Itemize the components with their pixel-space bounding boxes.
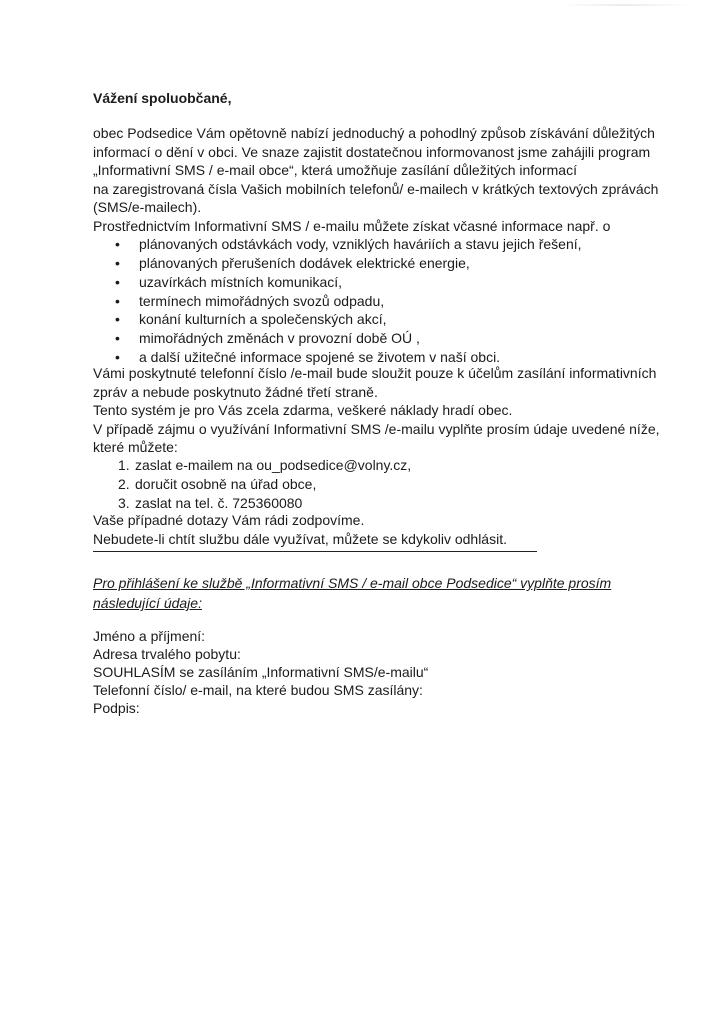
form-field-signature: Podpis:: [93, 700, 140, 716]
body-line: Tento systém je pro Vás zcela zdarma, veškeré náklady hradí obec.: [93, 402, 513, 418]
bullet-text: termínech mimořádných svozů odpadu,: [139, 293, 385, 309]
body-line: Vámi poskytnuté telefonní číslo /e-mail bude sloužit pouze k účelům zasílání informativních: [93, 365, 657, 381]
intro-line: „Informativní SMS / e-mail obce“, která umožňuje zasílání důležitých informací: [93, 162, 577, 178]
form-field-address: Adresa trvalého pobytu:: [93, 646, 241, 662]
bullet-list-item: [115, 235, 582, 254]
bullet-icon: •: [115, 330, 120, 346]
closing-line: Vaše případné dotazy Vám rádi zodpovíme.: [93, 512, 365, 528]
bullet-text: plánovaných přerušeních dodávek elektrické energie,: [139, 255, 470, 271]
bullet-text: a další užitečné informace spojené se životem v naší obci.: [139, 349, 501, 365]
intro-line: informací o dění v obci. Ve snaze zajistit dostatečnou informovanost jsme zahájili program: [93, 144, 651, 160]
bullet-text: uzavírkách místních komunikací,: [139, 274, 343, 290]
body-line: které můžete:: [93, 439, 178, 455]
scan-artifact: [560, 4, 690, 6]
form-heading: Pro přihlášení ke službě „Informativní SMS / e-mail obce Podsedice“ vyplňte prosím: [93, 575, 612, 591]
form-field-consent: SOUHLASÍM se zasíláním „Informativní SMS/e-mailu“: [93, 664, 429, 680]
list-text: zaslat e-mailem na ou_podsedice@volny.cz,: [135, 457, 412, 473]
bullet-list-item: [115, 329, 420, 348]
intro-line: na zaregistrovaná čísla Vašich mobilních telefonů/ e-mailech v krátkých textových zprávách: [93, 181, 659, 197]
bullet-list-item: [115, 273, 342, 292]
numbered-list-item: [118, 456, 411, 475]
separator-line: [93, 551, 537, 552]
bullet-icon: •: [115, 255, 120, 271]
intro-line: obec Podsedice Vám opětovně nabízí jednoduchý a pohodlný způsob získávání důležitých: [93, 125, 655, 141]
numbered-list-item: [118, 475, 316, 494]
bullet-icon: •: [115, 293, 120, 309]
closing-line: Nebudete-li chtít službu dále využívat, můžete se kdykoliv odhlásit.: [93, 531, 507, 547]
form-heading: následující údaje:: [93, 595, 202, 611]
bullet-list-item: [115, 292, 384, 311]
list-number: 1.: [118, 457, 130, 473]
bullet-icon: •: [115, 236, 120, 252]
bullet-list-item: [115, 310, 386, 329]
greeting: Vážení spoluobčané,: [93, 90, 232, 106]
body-line: V případě zájmu o využívání Informativní SMS /e-mailu vyplňte prosím údaje uvedené níže,: [93, 421, 660, 437]
list-text: doručit osobně na úřad obce,: [135, 476, 317, 492]
bullet-icon: •: [115, 349, 120, 365]
bullet-text: konání kulturních a společenských akcí,: [139, 311, 387, 327]
body-line: zpráv a nebude poskytnuto žádné třetí straně.: [93, 384, 378, 400]
list-number: 3.: [118, 495, 130, 511]
list-text: zaslat na tel. č. 725360080: [135, 495, 303, 511]
intro-line: (SMS/e-mailech).: [93, 199, 202, 215]
bullet-text: mimořádných změnách v provozní době OÚ ,: [139, 330, 420, 346]
list-number: 2.: [118, 476, 130, 492]
bullet-list-item: [115, 254, 470, 273]
bullet-text: plánovaných odstávkách vody, vzniklých haváriích a stavu jejich řešení,: [139, 236, 582, 252]
intro-line: Prostřednictvím Informativní SMS / e-mailu můžete získat včasné informace např. o: [93, 218, 611, 234]
bullet-icon: •: [115, 311, 120, 327]
form-field-name: Jméno a příjmení:: [93, 628, 206, 644]
bullet-icon: •: [115, 274, 120, 290]
form-field-contact: Telefonní číslo/ e-mail, na které budou SMS zasílány:: [93, 682, 423, 698]
